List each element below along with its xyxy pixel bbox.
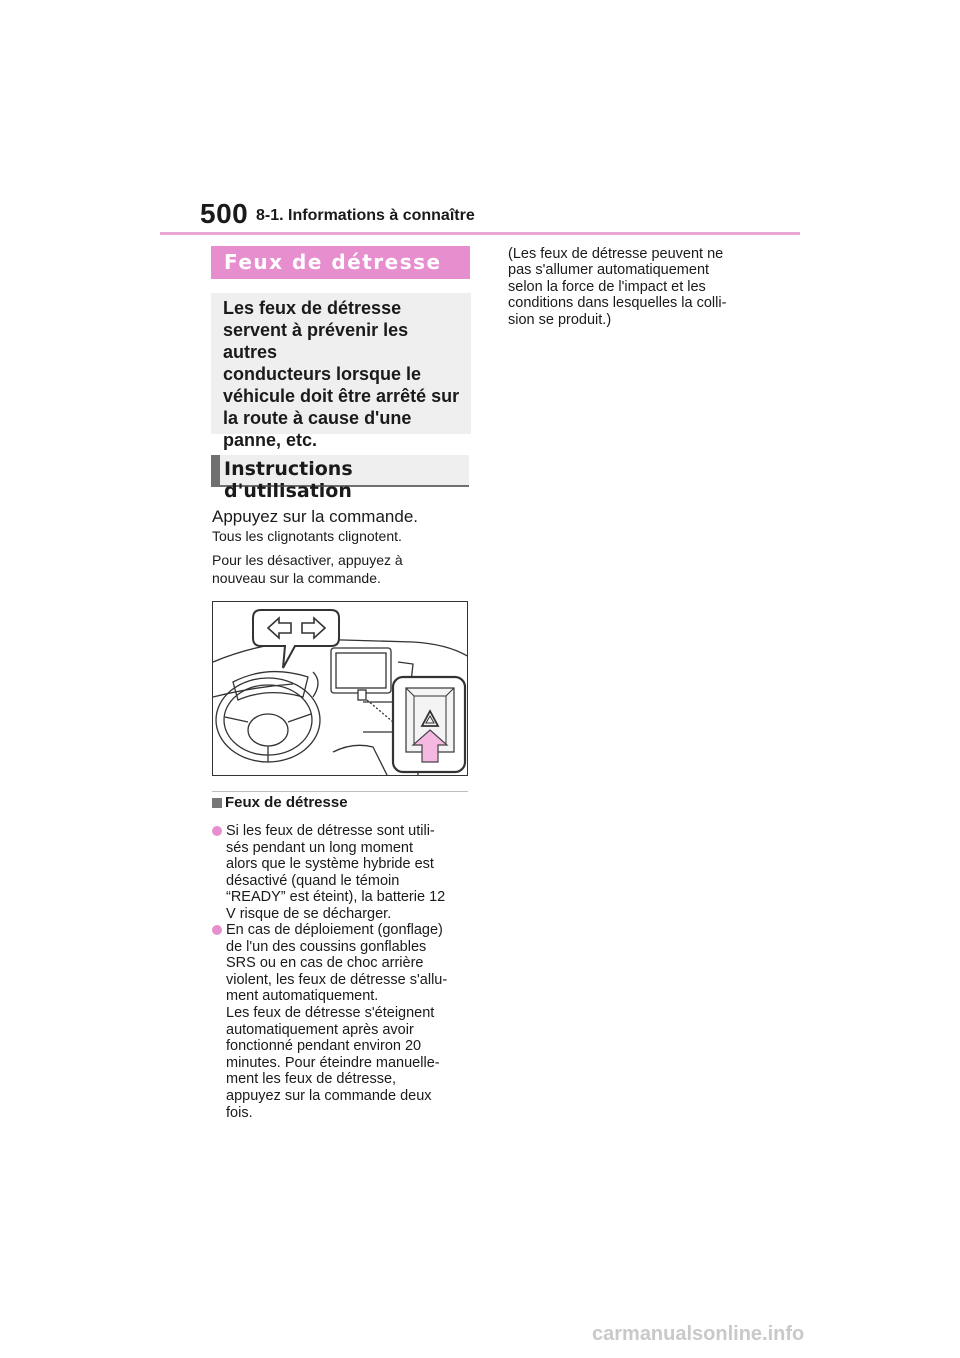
para-line: appuyez sur la commande deux — [226, 1087, 432, 1104]
instruction-note: Tous les clignotants clignotent. — [212, 528, 402, 544]
bullet-dot-icon — [212, 826, 222, 836]
watermark: carmanualsonline.info — [592, 1323, 805, 1345]
note-paragraph-2 — [226, 922, 466, 1121]
para-line: V risque de se décharger. — [226, 905, 392, 922]
intro-line: servent à prévenir les autres — [223, 320, 409, 362]
dash-top-line — [213, 640, 468, 662]
intro-line: conducteurs lorsque le — [223, 364, 422, 384]
right-column-text — [508, 246, 753, 328]
para-line: sés pendant un long moment — [226, 839, 414, 856]
notes-divider — [212, 791, 468, 792]
para-line: “READY” est éteint), la batterie 12 — [226, 889, 446, 906]
para-line: désactivé (quand le témoin — [226, 872, 400, 889]
para-line: sion se produit.) — [508, 311, 612, 328]
intro-line: Les feux de détresse — [223, 298, 402, 318]
hazard-switch-callout — [393, 677, 465, 772]
note-line: nouveau sur la commande. — [212, 570, 381, 586]
square-bullet-icon — [212, 798, 222, 808]
para-line: En cas de déploiement (gonflage) — [226, 922, 443, 938]
intro-box — [211, 293, 471, 450]
para-line: minutes. Pour éteindre manuelle- — [226, 1054, 440, 1071]
para-line: automatiquement après avoir — [226, 1021, 414, 1038]
para-line: ment les feux de détresse, — [226, 1071, 397, 1088]
para-line: alors que le système hybride est — [226, 856, 434, 873]
hazard-switch-illustration — [212, 601, 468, 776]
steering-wheel-hub — [248, 714, 288, 746]
para-line: Si les feux de détresse sont utili- — [226, 823, 435, 839]
para-line: ment automatiquement. — [226, 988, 379, 1005]
note-line: Pour les désactiver, appuyez à — [212, 552, 403, 568]
para-line: (Les feux de détresse peuvent ne — [508, 246, 724, 262]
turn-signal-bubble — [253, 610, 339, 668]
para-line: de l'un des coussins gonflables — [226, 938, 427, 955]
section-title: 8-1. Informations à connaître — [256, 207, 475, 224]
notes-heading: Feux de détresse — [225, 794, 348, 811]
page-number: 500 — [200, 198, 249, 229]
dashboard-drawing — [213, 602, 468, 776]
para-line: violent, les feux de détresse s'allu- — [226, 971, 448, 988]
para-line: SRS ou en cas de choc arrière — [226, 955, 424, 972]
para-line: pas s'allumer automatiquement — [508, 262, 710, 279]
bullet-dot-icon — [212, 925, 222, 935]
instruction-step: Appuyez sur la commande. — [212, 507, 418, 526]
instructions-heading: Instructions d'utilisation — [211, 455, 469, 487]
intro-line: véhicule doit être arrêté sur — [223, 386, 460, 406]
intro-line: panne, etc. — [223, 430, 318, 450]
intro-line: la route à cause d'une — [223, 408, 412, 428]
center-display — [331, 648, 391, 693]
note-paragraph-1 — [226, 823, 466, 923]
para-line: fois. — [226, 1104, 253, 1121]
para-line: conditions dans lesquelles la colli- — [508, 295, 727, 312]
instruction-note-2 — [212, 551, 462, 587]
para-line: Les feux de détresse s'éteignent — [226, 1004, 435, 1021]
para-line: selon la force de l'impact et les — [508, 278, 706, 295]
topic-banner: Feux de détresse — [211, 246, 470, 279]
header-rule — [160, 232, 800, 235]
para-line: fonctionné pendant environ 20 — [226, 1038, 422, 1055]
